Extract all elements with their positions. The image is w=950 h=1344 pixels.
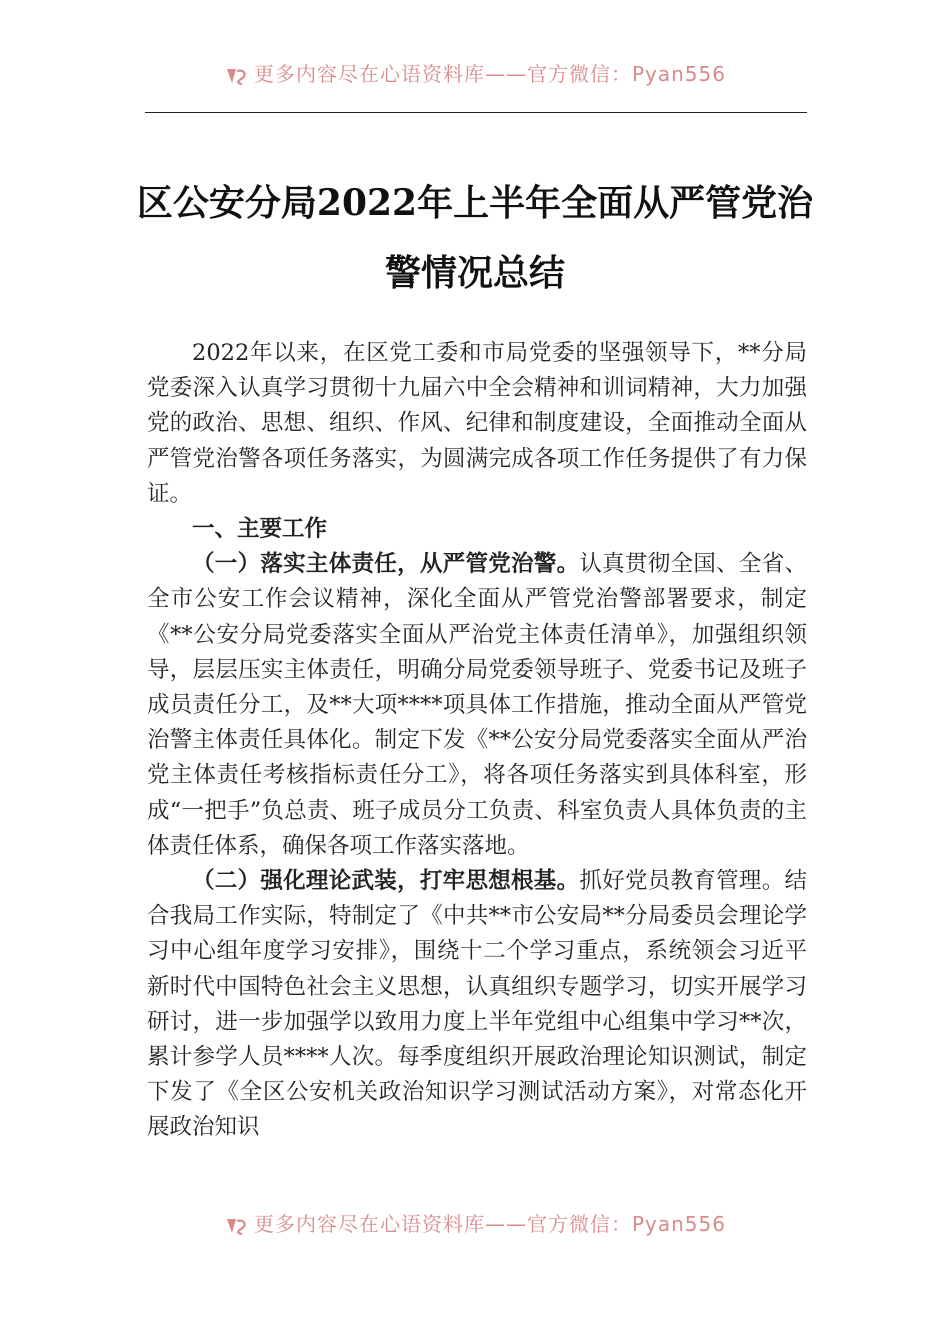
item1-paragraph <box>147 547 807 864</box>
watermark-text: 更多内容尽在心语资料库——官方微信：Pyan556 <box>253 62 726 86</box>
watermark-banner-top <box>0 58 950 87</box>
item2-heading: （二）强化理论武装，打牢思想根基。 <box>192 868 580 895</box>
document-title-line1: 区公安分局2022年上半年全面从严管党治 <box>136 182 814 224</box>
item1-text: 认真贯彻全国、全省、全市公安工作会议精神，深化全面从严管党治警部署要求，制定《**公安分局党委落实全面从严治党主体责任清单》，加强组织领导，层层压实主体责任，明确分局党委领导班子、党委书记及班子成员责任分工，及**大项****项具体工作措施，推动全面从严管党治警主体责任具体化。制定下发《**公安分局党委落实全面从严治党主体责任考核指标责任分工》，将各项任务落实到具体科室，形成“一把手”负总责、班子成员分工负责、科室负责人具体负责的主体责任体系，确保各项工作落实落地。 <box>147 551 807 859</box>
item1-heading: （一）落实主体责任，从严管党治警。 <box>192 551 580 578</box>
header-rule <box>145 112 807 113</box>
logo-icon <box>224 65 250 87</box>
item2-paragraph <box>147 864 807 1146</box>
intro-paragraph: 2022年以来，在区党工委和市局党委的坚强领导下，**分局党委深入认真学习贯彻十九届六中全会精神和训词精神，大力加强党的政治、思想、组织、作风、纪律和制度建设，全面推动全面从严管党治警各项任务落实，为圆满完成各项工作任务提供了有力保证。 <box>147 340 807 507</box>
item2-text: 抓好党员教育管理。结合我局工作实际，特制定了《中共**市公安局**分局委员会理论学习中心组年度学习安排》，围绕十二个学习重点，系统领会习近平新时代中国特色社会主义思想，认真组织专题学习，切实开展学习研讨，进一步加强学以致用力度上半年党组中心组集中学习**次，累计参学人员****人次。每季度组织开展政治理论知识测试，制定下发了《全区公安机关政治知识学习测试活动方案》，对常态化开展政治知识 <box>147 868 807 1141</box>
document-body <box>147 336 807 1146</box>
section-heading: 一、主要工作 <box>192 516 328 543</box>
watermark-banner-bottom <box>0 1208 950 1237</box>
watermark-text: 更多内容尽在心语资料库——官方微信：Pyan556 <box>253 1212 726 1236</box>
document-title-line2: 警情况总结 <box>384 252 565 294</box>
logo-icon <box>224 1215 250 1237</box>
